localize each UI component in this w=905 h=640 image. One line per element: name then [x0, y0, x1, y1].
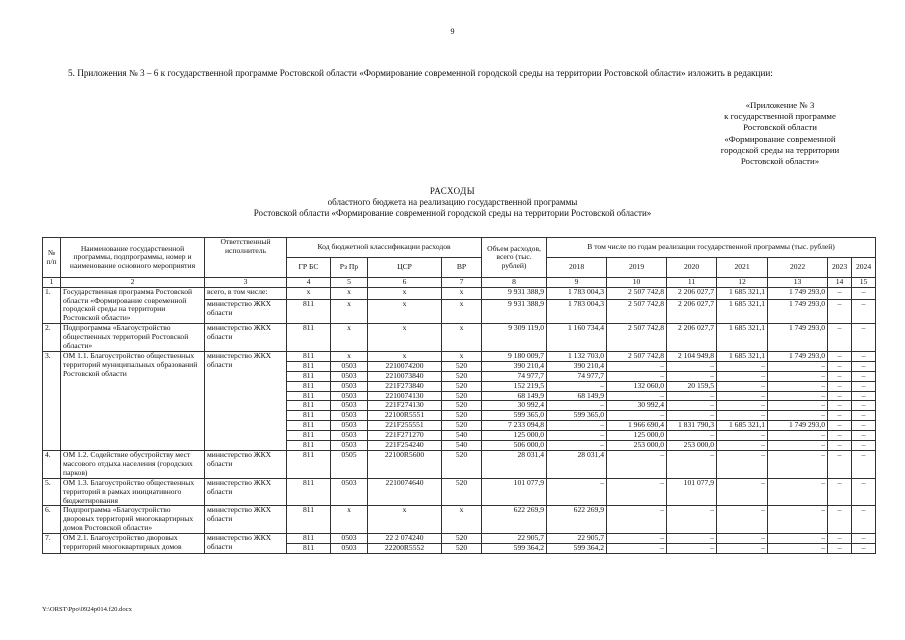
cell-grbs: х [287, 287, 331, 300]
cell-year-value: 599 364,2 [547, 544, 607, 554]
cell-rzpr: 0503 [331, 391, 368, 401]
row-executor: министерство ЖКХ области [205, 478, 287, 506]
cell-csr: х [368, 300, 442, 324]
cell-grbs: 811 [287, 401, 331, 411]
cell-year-value: – [607, 411, 667, 421]
cell-year-value: – [717, 361, 768, 371]
cell-rzpr: х [331, 287, 368, 300]
table-row [43, 506, 876, 534]
cell-year-value: 2 507 742,8 [607, 351, 667, 361]
cell-year-value: – [547, 401, 607, 411]
cell-year-value: – [717, 544, 768, 554]
cell-year-value: – [768, 411, 828, 421]
appendix-line: к государственной программе [724, 111, 836, 122]
cell-year-value: 1 783 004,3 [547, 300, 607, 324]
row-number: 3. [43, 351, 61, 450]
cell-vr: 540 [442, 441, 482, 451]
cell-year-value: 1 749 293,0 [768, 351, 828, 361]
cell-grbs: 811 [287, 441, 331, 451]
cell-vr: 520 [442, 451, 482, 479]
cell-total: 28 031,4 [482, 451, 547, 479]
cell-year-value: – [547, 421, 607, 431]
cell-year-value: – [852, 506, 876, 534]
cell-vr: 520 [442, 361, 482, 371]
cell-total: 622 269,9 [482, 506, 547, 534]
cell-rzpr: х [331, 300, 368, 324]
cell-total: 9 931 388,9 [482, 300, 547, 324]
cell-rzpr: 0503 [331, 534, 368, 544]
cell-year-value: – [852, 441, 876, 451]
cell-csr: 221F255551 [368, 421, 442, 431]
cell-csr: х [368, 351, 442, 361]
row-name: ОМ 1.1. Благоустройство общественных территорий муниципальных образований Ростовской области [61, 351, 205, 450]
cell-year-value: – [852, 381, 876, 391]
cell-year-value: 20 159,5 [667, 381, 717, 391]
cell-year-value: – [828, 421, 852, 431]
cell-year-value: – [607, 534, 667, 544]
cell-grbs: 811 [287, 324, 331, 352]
cell-rzpr: 0503 [331, 544, 368, 554]
cell-year-value: – [768, 371, 828, 381]
title-main: РАСХОДЫ [429, 186, 476, 196]
column-number: 6 [368, 278, 442, 288]
cell-year-value: – [852, 534, 876, 544]
cell-year-value: – [828, 478, 852, 506]
header-year: 2018 [547, 258, 607, 278]
cell-total: 7 233 094,8 [482, 421, 547, 431]
cell-year-value: – [852, 401, 876, 411]
cell-csr: 2210074200 [368, 361, 442, 371]
cell-year-value: 1 132 703,0 [547, 351, 607, 361]
cell-year-value: – [828, 371, 852, 381]
cell-csr: 221F274130 [368, 401, 442, 411]
cell-year-value: – [667, 544, 717, 554]
appendix-line: «Приложение № 3 [745, 100, 815, 110]
cell-year-value: – [852, 421, 876, 431]
cell-year-value: 1 783 004,3 [547, 287, 607, 300]
cell-year-value: – [607, 371, 667, 381]
cell-year-value: 1 160 734,4 [547, 324, 607, 352]
cell-year-value: 2 507 742,8 [607, 287, 667, 300]
column-number: 14 [828, 278, 852, 288]
cell-total: 74 977,7 [482, 371, 547, 381]
cell-year-value: 22 905,7 [547, 534, 607, 544]
cell-total: 599 365,0 [482, 411, 547, 421]
header-rzpr: Рз Пр [331, 258, 368, 278]
cell-total: 506 000,0 [482, 441, 547, 451]
cell-csr: 22100R5551 [368, 411, 442, 421]
page-number: 9 [450, 27, 455, 36]
cell-grbs: 811 [287, 371, 331, 381]
cell-csr: 221F273840 [368, 381, 442, 391]
column-number: 15 [852, 278, 876, 288]
cell-year-value: 132 060,0 [607, 381, 667, 391]
cell-year-value: – [828, 300, 852, 324]
row-executor: всего, в том числе: [205, 287, 287, 300]
cell-grbs: 811 [287, 391, 331, 401]
table-body [43, 287, 876, 553]
cell-year-value: – [768, 391, 828, 401]
cell-rzpr: 0503 [331, 411, 368, 421]
column-number: 7 [442, 278, 482, 288]
cell-year-value: 1 749 293,0 [768, 324, 828, 352]
cell-year-value: – [828, 411, 852, 421]
cell-year-value: – [852, 451, 876, 479]
row-executor: министерство ЖКХ области [205, 451, 287, 479]
cell-year-value: – [607, 391, 667, 401]
cell-rzpr: х [331, 324, 368, 352]
cell-vr: х [442, 287, 482, 300]
table-row [43, 324, 876, 352]
column-number: 1 [43, 278, 61, 288]
cell-year-value: – [768, 441, 828, 451]
cell-year-value: – [607, 544, 667, 554]
expenses-table [42, 237, 876, 554]
cell-year-value: – [607, 451, 667, 479]
table-row [43, 534, 876, 544]
cell-year-value: – [828, 351, 852, 361]
cell-year-value: 1 831 790,3 [667, 421, 717, 431]
cell-year-value: – [547, 441, 607, 451]
cell-year-value: – [717, 478, 768, 506]
header-year: 2020 [667, 258, 717, 278]
cell-rzpr: х [331, 506, 368, 534]
cell-year-value: 1 749 293,0 [768, 421, 828, 431]
cell-rzpr: 0503 [331, 431, 368, 441]
cell-year-value: – [768, 451, 828, 479]
cell-year-value: – [852, 411, 876, 421]
cell-year-value: – [828, 534, 852, 544]
cell-year-value: – [667, 534, 717, 544]
cell-year-value: – [852, 351, 876, 361]
intro-paragraph [42, 68, 866, 80]
column-number: 3 [205, 278, 287, 288]
header-csr: ЦСР [368, 258, 442, 278]
cell-csr: 2210073840 [368, 371, 442, 381]
cell-grbs: 811 [287, 544, 331, 554]
cell-year-value: – [828, 431, 852, 441]
cell-year-value: – [667, 391, 717, 401]
cell-year-value: – [717, 431, 768, 441]
header-year: 2022 [768, 258, 828, 278]
cell-year-value: 2 507 742,8 [607, 300, 667, 324]
cell-year-value: 2 507 742,8 [607, 324, 667, 352]
cell-year-value: – [607, 506, 667, 534]
column-number: 10 [607, 278, 667, 288]
cell-year-value: 390 210,4 [547, 361, 607, 371]
table-row [43, 351, 876, 361]
cell-year-value: – [828, 361, 852, 371]
cell-csr: х [368, 324, 442, 352]
cell-year-value: – [768, 401, 828, 411]
cell-vr: 520 [442, 534, 482, 544]
cell-grbs: 811 [287, 431, 331, 441]
cell-year-value: – [768, 361, 828, 371]
row-executor: министерство ЖКХ области [205, 506, 287, 534]
cell-year-value: – [667, 411, 717, 421]
footer-file-path: Y:\ORST\Ppo\0924p014.f20.docx [42, 606, 132, 613]
cell-total: 9 931 388,9 [482, 287, 547, 300]
table-row [43, 478, 876, 506]
cell-year-value: – [607, 361, 667, 371]
cell-year-value: – [547, 478, 607, 506]
cell-year-value: – [547, 431, 607, 441]
cell-year-value: 2 206 027,7 [667, 300, 717, 324]
header-year: 2023 [828, 258, 852, 278]
cell-csr: х [368, 287, 442, 300]
header-num: № п/п [43, 238, 61, 278]
table-row [43, 451, 876, 479]
cell-year-value: – [852, 431, 876, 441]
cell-year-value: – [547, 381, 607, 391]
cell-year-value: – [717, 411, 768, 421]
cell-vr: 520 [442, 391, 482, 401]
column-number: 8 [482, 278, 547, 288]
cell-csr: 221F254240 [368, 441, 442, 451]
cell-grbs: 811 [287, 381, 331, 391]
cell-year-value: 1 749 293,0 [768, 287, 828, 300]
cell-total: 9 180 009,7 [482, 351, 547, 361]
column-number: 13 [768, 278, 828, 288]
cell-rzpr: 0503 [331, 478, 368, 506]
intro-text: 5. Приложения № 3 – 6 к государственной программе Ростовской области «Формирование современной городской среды на территории Ростовской области» изложить в редакции: [68, 68, 773, 78]
cell-year-value: – [828, 324, 852, 352]
row-number: 6. [43, 506, 61, 534]
cell-grbs: 811 [287, 478, 331, 506]
cell-rzpr: 0503 [331, 441, 368, 451]
appendix-line: «Формирование современной [724, 133, 836, 144]
cell-year-value: 28 031,4 [547, 451, 607, 479]
header-year: 2019 [607, 258, 667, 278]
cell-vr: х [442, 300, 482, 324]
cell-year-value: – [717, 441, 768, 451]
cell-vr: 520 [442, 401, 482, 411]
cell-year-value: – [717, 451, 768, 479]
cell-csr: 22100R5600 [368, 451, 442, 479]
cell-year-value: – [768, 431, 828, 441]
cell-vr: 520 [442, 371, 482, 381]
cell-year-value: – [667, 401, 717, 411]
cell-total: 101 077,9 [482, 478, 547, 506]
cell-grbs: 811 [287, 411, 331, 421]
cell-csr: 221F271270 [368, 431, 442, 441]
cell-rzpr: 0503 [331, 381, 368, 391]
cell-vr: 520 [442, 421, 482, 431]
cell-csr: 2210074640 [368, 478, 442, 506]
cell-vr: 520 [442, 411, 482, 421]
cell-grbs: 811 [287, 451, 331, 479]
cell-year-value: 253 000,0 [607, 441, 667, 451]
cell-year-value: – [667, 451, 717, 479]
appendix-header [700, 100, 860, 167]
row-name: Подпрограмма «Благоустройство общественных территорий Ростовской области» [61, 324, 205, 352]
cell-year-value: 1 685 321,1 [717, 351, 768, 361]
cell-year-value: 30 992,4 [607, 401, 667, 411]
cell-year-value: 2 104 949,8 [667, 351, 717, 361]
cell-year-value: – [667, 361, 717, 371]
cell-rzpr: 0505 [331, 451, 368, 479]
cell-year-value: 74 977,7 [547, 371, 607, 381]
row-name: Государственная программа Ростовской области «Формирование современной городской среды на территории Ростовской области» [61, 287, 205, 324]
cell-csr: 22200R5552 [368, 544, 442, 554]
cell-year-value: – [828, 287, 852, 300]
cell-year-value: 253 000,0 [667, 441, 717, 451]
header-executor: Ответственный исполнитель [205, 238, 287, 278]
header-volume: Объем расходов, всего (тыс. рублей) [482, 238, 547, 278]
cell-grbs: 811 [287, 506, 331, 534]
cell-year-value: – [717, 506, 768, 534]
cell-year-value: – [717, 371, 768, 381]
column-number-row [43, 278, 876, 288]
cell-year-value: – [667, 506, 717, 534]
row-executor: министерство ЖКХ области [205, 534, 287, 554]
cell-rzpr: 0503 [331, 421, 368, 431]
cell-year-value: – [828, 451, 852, 479]
table-row [43, 287, 876, 300]
cell-total: 390 210,4 [482, 361, 547, 371]
header-years-group: В том числе по годам реализации государственной программы (тыс. рублей) [547, 238, 876, 258]
cell-vr: 520 [442, 381, 482, 391]
cell-year-value: 68 149,9 [547, 391, 607, 401]
cell-rzpr: х [331, 351, 368, 361]
appendix-line: Ростовской области [743, 122, 817, 133]
title-line: областного бюджета на реализацию государственной программы [327, 197, 578, 207]
row-name: ОМ 1.3. Благоустройство общественных территорий в рамках инициативного бюджетирования [61, 478, 205, 506]
cell-grbs: 811 [287, 534, 331, 544]
cell-grbs: 811 [287, 421, 331, 431]
cell-year-value: 1 685 321,1 [717, 324, 768, 352]
cell-year-value: – [717, 391, 768, 401]
cell-year-value: 1 685 321,1 [717, 421, 768, 431]
cell-year-value: – [828, 441, 852, 451]
title-line: Ростовской области «Формирование современной городской среды на территории Ростовской области» [253, 208, 652, 218]
row-number: 5. [43, 478, 61, 506]
cell-vr: 540 [442, 431, 482, 441]
cell-year-value: – [768, 506, 828, 534]
cell-year-value: – [852, 371, 876, 381]
cell-total: 68 149,9 [482, 391, 547, 401]
cell-total: 152 219,5 [482, 381, 547, 391]
cell-year-value: – [852, 287, 876, 300]
cell-total: 125 000,0 [482, 431, 547, 441]
header-grbs: ГР БС [287, 258, 331, 278]
cell-vr: х [442, 506, 482, 534]
cell-year-value: – [852, 361, 876, 371]
cell-year-value: – [667, 431, 717, 441]
cell-year-value: – [768, 534, 828, 544]
cell-vr: х [442, 351, 482, 361]
row-number: 1. [43, 287, 61, 324]
cell-year-value: – [852, 324, 876, 352]
appendix-line: Ростовской области» [740, 156, 820, 167]
column-number: 2 [61, 278, 205, 288]
cell-vr: 520 [442, 478, 482, 506]
row-executor: министерство ЖКХ области [205, 300, 287, 324]
row-executor: министерство ЖКХ области [205, 324, 287, 352]
cell-total: 22 905,7 [482, 534, 547, 544]
cell-year-value: – [828, 401, 852, 411]
cell-year-value: – [852, 478, 876, 506]
cell-year-value: – [717, 381, 768, 391]
cell-vr: 520 [442, 544, 482, 554]
cell-rzpr: 0503 [331, 401, 368, 411]
cell-year-value: – [768, 381, 828, 391]
cell-year-value: – [828, 381, 852, 391]
cell-year-value: 599 365,0 [547, 411, 607, 421]
cell-total: 599 364,2 [482, 544, 547, 554]
cell-year-value: 1 966 690,4 [607, 421, 667, 431]
cell-year-value: 1 685 321,1 [717, 287, 768, 300]
row-name: ОМ 2.1. Благоустройство дворовых территорий многоквартирных домов [61, 534, 205, 554]
cell-year-value: 2 206 027,7 [667, 287, 717, 300]
row-name: Подпрограмма «Благоустройство дворовых территорий многоквартирных домов Ростовской области» [61, 506, 205, 534]
cell-year-value: 1 685 321,1 [717, 300, 768, 324]
cell-year-value: – [667, 371, 717, 381]
cell-year-value: 622 269,9 [547, 506, 607, 534]
cell-year-value: – [768, 544, 828, 554]
cell-grbs: 811 [287, 361, 331, 371]
cell-grbs: 811 [287, 351, 331, 361]
cell-csr: 2210074130 [368, 391, 442, 401]
cell-year-value: – [768, 478, 828, 506]
row-number: 4. [43, 451, 61, 479]
header-vr: ВР [442, 258, 482, 278]
row-executor: министерство ЖКХ области [205, 351, 287, 450]
cell-rzpr: 0503 [331, 361, 368, 371]
cell-year-value: – [717, 534, 768, 544]
cell-csr: х [368, 506, 442, 534]
document-title [0, 186, 905, 219]
cell-year-value: – [852, 544, 876, 554]
cell-year-value: 1 749 293,0 [768, 300, 828, 324]
column-number: 5 [331, 278, 368, 288]
column-number: 11 [667, 278, 717, 288]
cell-year-value: – [828, 544, 852, 554]
cell-year-value: 125 000,0 [607, 431, 667, 441]
cell-rzpr: 0503 [331, 371, 368, 381]
cell-year-value: 2 206 027,7 [667, 324, 717, 352]
header-budget-code: Код бюджетной классификации расходов [287, 238, 482, 258]
cell-total: 9 309 119,0 [482, 324, 547, 352]
cell-vr: х [442, 324, 482, 352]
column-number: 4 [287, 278, 331, 288]
cell-year-value: – [717, 401, 768, 411]
row-name: ОМ 1.2. Содействие обустройству мест массового отдыха населения (городских парков) [61, 451, 205, 479]
cell-csr: 22 2 074240 [368, 534, 442, 544]
cell-year-value: – [828, 391, 852, 401]
appendix-line: городской среды на территории [720, 144, 840, 155]
cell-year-value: – [607, 478, 667, 506]
header-name: Наименование государственной программы, подпрограммы, номер и наименование основного мероприятия [61, 238, 205, 278]
cell-grbs: 811 [287, 300, 331, 324]
cell-total: 30 992,4 [482, 401, 547, 411]
header-year: 2024 [852, 258, 876, 278]
column-number: 9 [547, 278, 607, 288]
column-number: 12 [717, 278, 768, 288]
cell-year-value: – [852, 300, 876, 324]
header-year: 2021 [717, 258, 768, 278]
row-number: 2. [43, 324, 61, 352]
cell-year-value: – [852, 391, 876, 401]
cell-year-value: – [828, 506, 852, 534]
row-number: 7. [43, 534, 61, 554]
cell-year-value: 101 077,9 [667, 478, 717, 506]
